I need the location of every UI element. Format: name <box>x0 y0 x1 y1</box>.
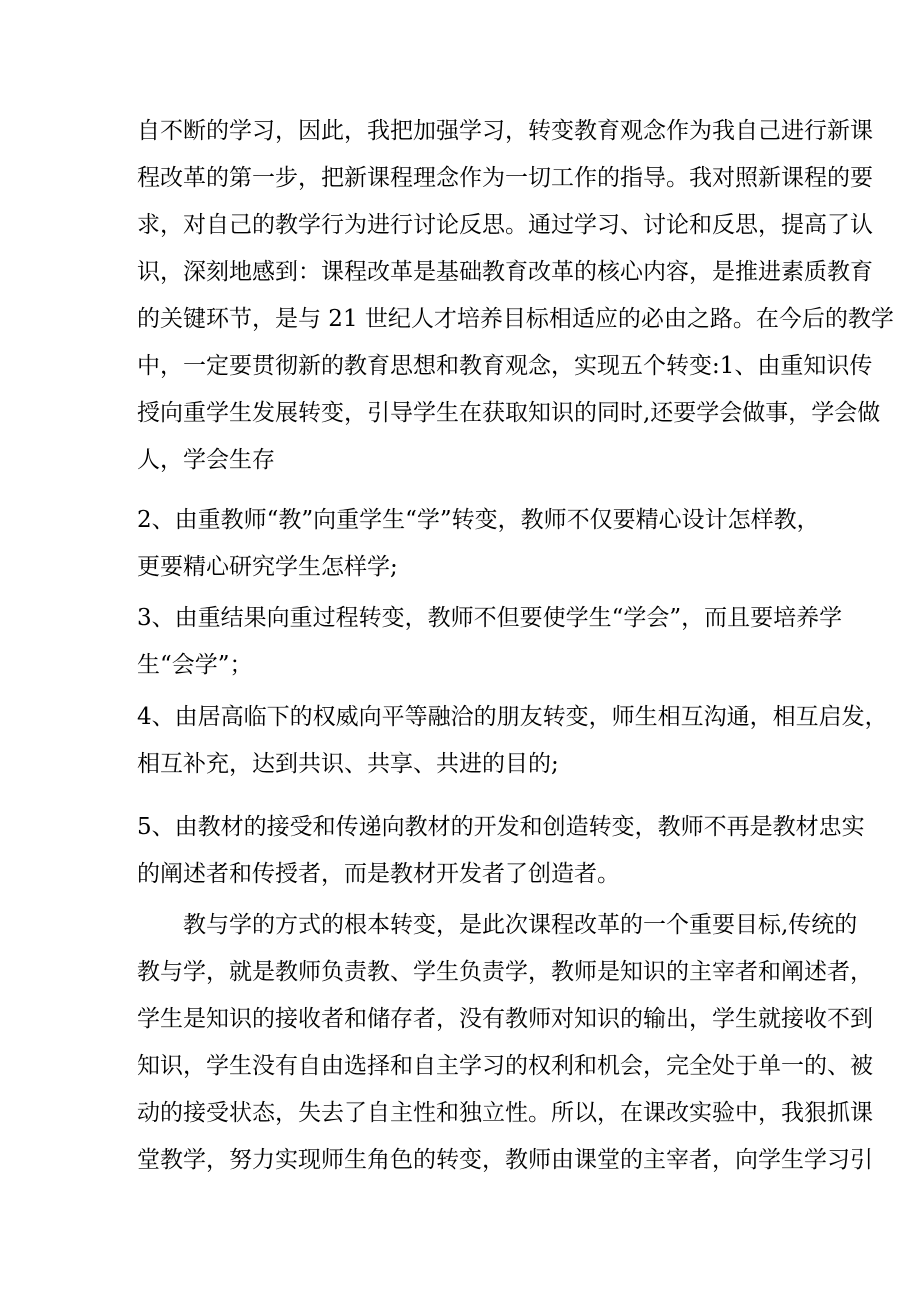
text-line: 程改革的第一步，把新课程理念作为一切工作的指导。我对照新课程的要 <box>137 165 873 191</box>
text-line: 堂教学，努力实现师生角色的转变，教师由课堂的主宰者，向学生学习引 <box>137 1147 873 1173</box>
text-line: 4、由居高临下的权威向平等融洽的朋友转变，师生相互沟通，相互启发， <box>137 704 888 730</box>
text-line: 授向重学生发展转变，引导学生在获取知识的同时,还要学会做事，学会做 <box>137 400 881 426</box>
text-line: 识，深刻地感到：课程改革是基础教育改革的核心内容，是推进素质教育 <box>137 259 873 285</box>
text-line: 3、由重结果向重过程转变，教师不但要使学生“学会”，而且要培养学 <box>137 605 843 631</box>
text-line: 学生是知识的接收者和储存者，没有教师对知识的输出，学生就接收不到 <box>137 1006 873 1032</box>
text-line: 中，一定要贯彻新的教育思想和教育观念，实现五个转变:1、由重知识传 <box>137 353 873 379</box>
text-line: 生“会学”； <box>137 652 253 678</box>
text-line: 求，对自己的教学行为进行讨论反思。通过学习、讨论和反思，提高了认 <box>137 212 873 238</box>
text-line: 的阐述者和传授者，而是教材开发者了创造者。 <box>137 861 620 887</box>
text-line: 教与学的方式的根本转变，是此次课程改革的一个重要目标,传统的 <box>183 912 858 938</box>
text-line: 自不断的学习，因此，我把加强学习，转变教育观念作为我自己进行新课 <box>137 118 873 144</box>
text-line: 5、由教材的接受和传递向教材的开发和创造转变，教师不再是教材忠实 <box>137 814 865 840</box>
text-line: 动的接受状态，失去了自主性和独立性。所以，在课改实验中，我狠抓课 <box>137 1100 873 1126</box>
text-line: 相互补充，达到共识、共享、共进的目的; <box>137 751 559 777</box>
text-line: 更要精心研究学生怎样学; <box>137 554 398 580</box>
text-line: 的关键环节，是与 21 世纪人才培养目标相适应的必由之路。在今后的教学 <box>137 306 894 332</box>
text-line: 2、由重教师“教”向重学生“学”转变，教师不仅要精心设计怎样教， <box>137 507 820 533</box>
text-line: 知识，学生没有自由选择和自主学习的权利和机会，完全处于单一的、被 <box>137 1053 873 1079</box>
text-line: 人，学会生存 <box>137 447 275 473</box>
text-line: 教与学，就是教师负责教、学生负责学，教师是知识的主宰者和阐述者， <box>137 959 873 985</box>
